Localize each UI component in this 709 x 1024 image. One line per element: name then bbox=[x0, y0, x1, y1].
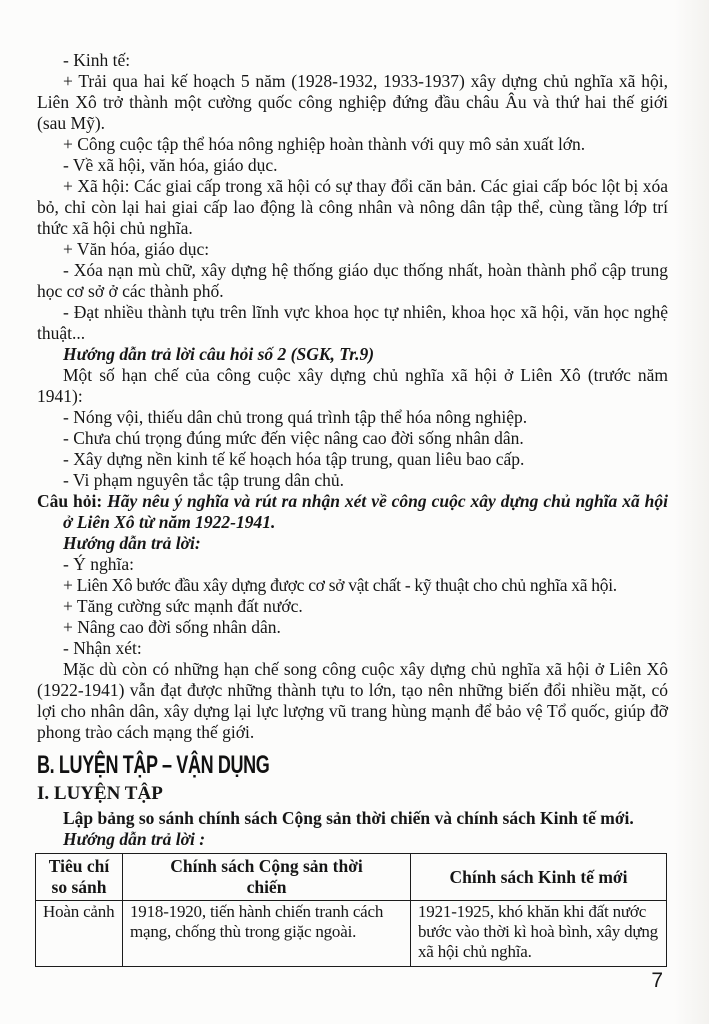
header-cell-nep: Chính sách Kinh tế mới bbox=[411, 854, 667, 901]
paragraph-science-achievements: - Đạt nhiều thành tựu trên lĩnh vực khoa học tự nhiên, khoa học xã hội, văn học nghệ thuật... bbox=[37, 302, 668, 343]
table-header-row bbox=[36, 854, 667, 901]
paragraph-limitation-4: - Vi phạm nguyên tắc tập trung dân chủ. bbox=[63, 470, 344, 490]
task-paragraph: Lập bảng so sánh chính sách Cộng sản thời chiến và chính sách Kinh tế mới. bbox=[63, 808, 634, 828]
paragraph-limitation-2: - Chưa chú trọng đúng mức đến việc nâng cao đời sống nhân dân. bbox=[63, 428, 524, 448]
table-body-row bbox=[36, 901, 667, 967]
paragraph-meaning-2: + Tăng cường sức mạnh đất nước. bbox=[63, 596, 303, 616]
guide-answer-heading: Hướng dẫn trả lời: bbox=[63, 533, 201, 553]
paragraph-meaning-3: + Nâng cao đời sống nhân dân. bbox=[63, 617, 281, 637]
paragraph-limitation-3: - Xây dựng nền kinh tế kế hoạch hóa tập trung, quan liêu bao cấp. bbox=[63, 449, 525, 469]
paragraph-limitation-1: - Nóng vội, thiếu dân chủ trong quá trình tập thể hóa nông nghiệp. bbox=[63, 407, 528, 427]
question-paragraph bbox=[37, 491, 668, 533]
paragraph-five-year-plans: + Trải qua hai kế hoạch 5 năm (1928-1932, 1933-1937) xây dựng chủ nghĩa xã hội, Liên Xô trở thành một cường quốc công nghiệp đứng đầu châu Âu và thứ hai thế giới (sau Mỹ). bbox=[37, 71, 668, 133]
paragraph-meaning-heading: - Ý nghĩa: bbox=[63, 554, 134, 574]
page-number: 7 bbox=[651, 969, 663, 992]
section-b-heading bbox=[37, 752, 668, 779]
paragraph-meaning-1: + Liên Xô bước đầu xây dựng được cơ sở vật chất - kỹ thuật cho chủ nghĩa xã hội. bbox=[63, 575, 617, 595]
guide-table-heading: Hướng dẫn trả lời : bbox=[63, 829, 206, 849]
header-cell-war-communism bbox=[123, 854, 411, 901]
paragraph-collectivization: + Công cuộc tập thể hóa nông nghiệp hoàn thành với quy mô sản xuất lớn. bbox=[63, 134, 586, 154]
cell-criteria-context: Hoàn cảnh bbox=[36, 901, 123, 967]
paragraph-economy-heading: - Kinh tế: bbox=[63, 50, 131, 70]
cell-nep-context: 1921-1925, khó khăn khi đất nước bước vào thời kì hoà bình, xây dựng xã hội chủ nghĩa. bbox=[411, 901, 667, 967]
paragraph-social-classes: + Xã hội: Các giai cấp trong xã hội có sự thay đổi căn bản. Các giai cấp bóc lột bị xóa bỏ, chỉ còn lại hai giai cấp lao động là công nhân và nông dân tập thể, cùng tầng lớp trí thức xã hội chủ nghĩa. bbox=[37, 176, 668, 238]
paragraph-conclusion: Mặc dù còn có những hạn chế song công cuộc xây dựng chủ nghĩa xã hội ở Liên Xô (1922-1941) vẫn đạt được những thành tựu to lớn, tạo nên những biến đổi nhiều mặt, có lợi cho nhân dân, xây dựng lại lực lượng vũ trang hùng mạnh để bảo vệ Tổ quốc, giúp đỡ phong trào cách mạng thế giới. bbox=[37, 659, 668, 742]
header-cell-war-communism-text: Chính sách Cộng sản thời chiến bbox=[170, 856, 363, 897]
header-cell-criteria: Tiêu chí so sánh bbox=[36, 854, 123, 901]
paragraph-remark-heading: - Nhận xét: bbox=[63, 638, 142, 658]
section-i-heading: I. LUYỆN TẬP bbox=[37, 783, 163, 804]
question-text: Hãy nêu ý nghĩa và rút ra nhận xét về công cuộc xây dựng chủ nghĩa xã hội ở Liên Xô từ năm 1922-1941. bbox=[63, 491, 668, 532]
guide-question-2: Hướng dẫn trả lời câu hỏi số 2 (SGK, Tr.9) bbox=[63, 344, 375, 364]
comparison-table bbox=[35, 853, 667, 967]
question-label: Câu hỏi: bbox=[37, 491, 108, 511]
paragraph-society-heading: - Về xã hội, văn hóa, giáo dục. bbox=[63, 155, 278, 175]
paragraph-culture-heading: + Văn hóa, giáo dục: bbox=[63, 239, 210, 259]
cell-war-communism-context: 1918-1920, tiến hành chiến tranh cách mạng, chống thù trong giặc ngoài. bbox=[123, 901, 411, 967]
paragraph-education: - Xóa nạn mù chữ, xây dựng hệ thống giáo dục thống nhất, hoàn thành phổ cập trung học cơ sở ở các thành phố. bbox=[37, 260, 668, 301]
paragraph-limitations-intro: Một số hạn chế của công cuộc xây dựng chủ nghĩa xã hội ở Liên Xô (trước năm 1941): bbox=[37, 365, 668, 406]
section-b-heading-text: B. LUYỆN TẬP – VẬN DỤNG bbox=[37, 751, 270, 779]
